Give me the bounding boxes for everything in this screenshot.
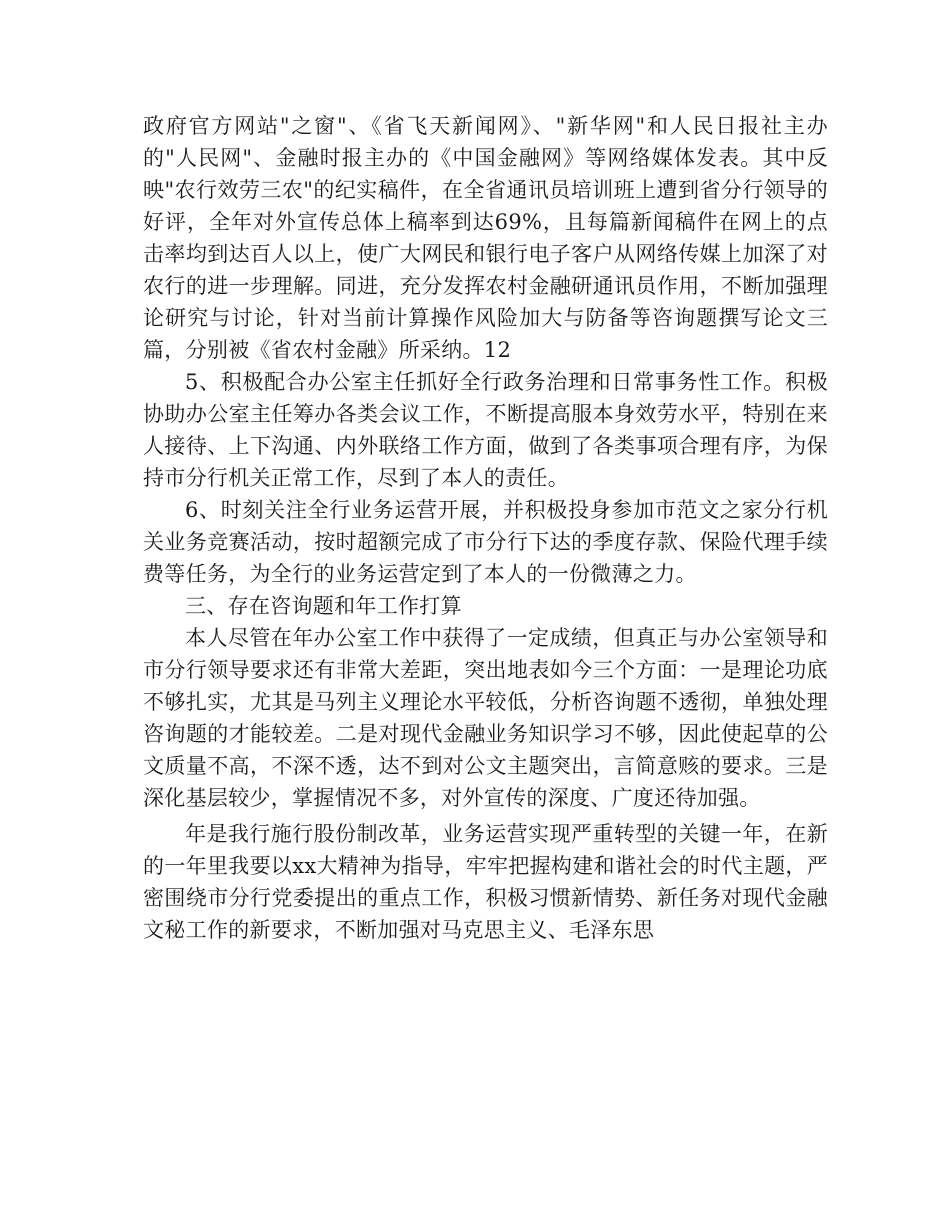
section-heading: 三、存在咨询题和年工作打算	[185, 594, 462, 618]
paragraph-3: 6、时刻关注全行业务运营开展，并积极投身参加市范文之家分行机关业务竞赛活动，按时超额完成了市分行下达的季度存款、保险代理手续费等任务，为全行的业务运营定到了本人的一份微薄之力。	[143, 498, 828, 586]
paragraph-4: 本人尽管在年办公室工作中获得了一定成绩，但真正与办公室领导和市分行领导要求还有非常大差距，突出地表如今三个方面：一是理论功底不够扎实，尤其是马列主义理论水平较低，分析咨询题不透彻，单独处理咨询题的才能较差。二是对现代金融业务知识学习不够，因此使起草的公文质量不高，不深不透，达不到对公文主题突出，言简意赅的要求。三是深化基层较少，掌握情况不多，对外宣传的深度、广度还待加强。	[143, 626, 828, 810]
paragraph-1: 政府官方网站"之窗"、《省飞天新闻网》、"新华网"和人民日报社主办的"人民网"、金融时报主办的《中国金融网》等网络媒体发表。其中反映"农行效劳三农"的纪实稿件，在全省通讯员培训班上遭到省分行领导的好评，全年对外宣传总体上稿率到达69%，且每篇新闻稿件在网上的点击率均到达百人以上，使广大网民和银行电子客户从网络传媒上加深了对农行的进一步理解。同进，充分发挥农村金融研通讯员作用，不断加强理论研究与讨论，针对当前计算操作风险加大与防备等咨询题撰写论文三篇，分别被《省农村金融》所采纳。12	[143, 114, 828, 362]
paragraph-5: 年是我行施行股份制改革，业务运营实现严重转型的关键一年，在新的一年里我要以xx大精神为指导，牢牢把握构建和谐社会的时代主题，严密围绕市分行党委提出的重点工作，积极习惯新情势、新任务对现代金融文秘工作的新要求，不断加强对马克思主义、毛泽东思	[143, 822, 828, 942]
document-body	[143, 110, 828, 946]
paragraph-2: 5、积极配合办公室主任抓好全行政务治理和日常事务性工作。积极协助办公室主任筹办各类会议工作，不断提高服本身效劳水平，特别在来人接待、上下沟通、内外联络工作方面，做到了各类事项合理有序，为保持市分行机关正常工作，尽到了本人的责任。	[143, 370, 828, 490]
